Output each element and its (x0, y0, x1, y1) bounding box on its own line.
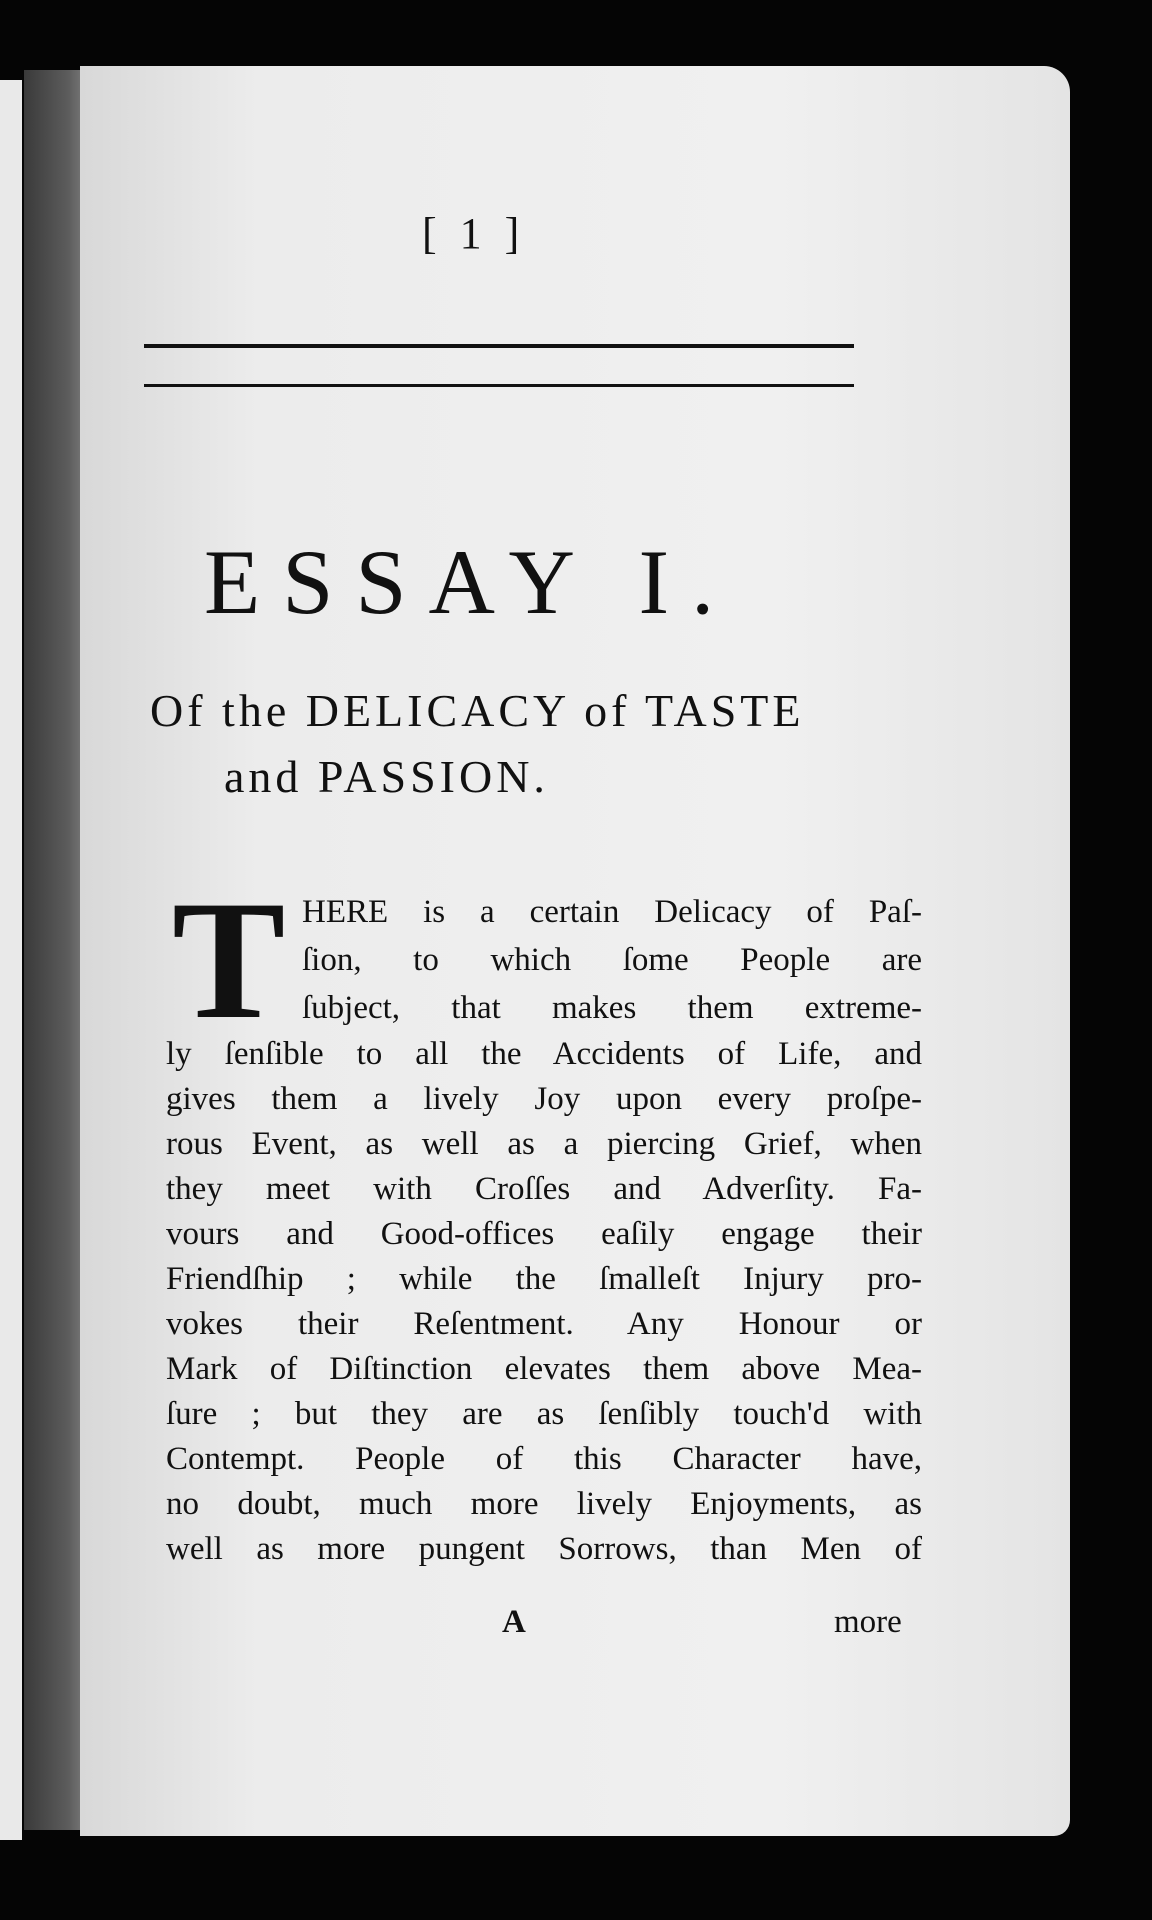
body-line: vours and Good-offices eaſily engage their (166, 1216, 922, 1252)
body-paragraph (166, 1032, 922, 1572)
essay-title: ESSAY I. (204, 531, 737, 633)
body-line: HERE is a certain Delicacy of Paſ- (302, 894, 922, 930)
body-line: ſion, to which ſome People are (302, 942, 922, 978)
body-line: no doubt, much more lively Enjoyments, as (166, 1486, 922, 1522)
body-line: Mark of Diſtinction elevates them above Mea- (166, 1351, 922, 1387)
signature-mark: A (502, 1604, 526, 1640)
body-line: ſubject, that makes them extreme- (302, 990, 922, 1026)
essay-subtitle-line-1: Of the DELICACY of TASTE (150, 685, 805, 736)
body-line: well as more pungent Sorrows, than Men of (166, 1531, 922, 1567)
book-page (80, 66, 1070, 1836)
essay-subtitle-line-2: and PASSION. (224, 751, 549, 802)
drop-cap: T (172, 866, 286, 1054)
body-line: they meet with Croſſes and Adverſity. Fa- (166, 1171, 922, 1207)
body-line: gives them a lively Joy upon every proſpe- (166, 1081, 922, 1117)
body-line: Contempt. People of this Character have, (166, 1441, 922, 1477)
page-number: [ 1 ] (422, 209, 526, 258)
body-line: ſure ; but they are as ſenſibly touch'd with (166, 1396, 922, 1432)
body-line: rous Event, as well as a piercing Grief, when (166, 1126, 922, 1162)
body-line: ly ſenſible to all the Accidents of Life, and (166, 1036, 922, 1072)
top-double-rule-upper (144, 344, 854, 348)
catchword: more (834, 1604, 902, 1640)
top-double-rule-lower (144, 384, 854, 387)
body-line: vokes their Reſentment. Any Honour or (166, 1306, 922, 1342)
previous-page-edge (0, 80, 22, 1840)
dropcap-paragraph-lines (302, 888, 922, 1032)
body-line: Friendſhip ; while the ſmalleſt Injury pro- (166, 1261, 922, 1297)
